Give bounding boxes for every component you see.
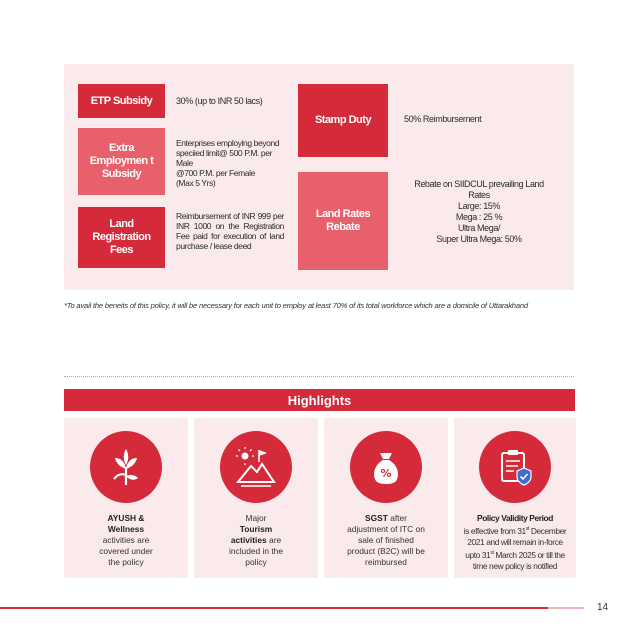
card-sgst-line: reimbursed bbox=[365, 557, 407, 567]
card-ayush-bold: Wellness bbox=[107, 524, 145, 534]
card-validity-text bbox=[460, 513, 570, 572]
highlights-header bbox=[64, 389, 575, 411]
land-rates-rebate-label: Land Rates Rebate bbox=[315, 208, 371, 233]
extra-employment-label: Extra Employmen t Subsidy bbox=[89, 142, 154, 180]
card-validity-line: upto 31 bbox=[465, 549, 491, 560]
card-tourism-line: included in the bbox=[228, 546, 283, 556]
card-sgst-line: after bbox=[390, 513, 407, 523]
herb-icon bbox=[90, 431, 162, 503]
money-bag-icon bbox=[350, 431, 422, 503]
card-sgst-line: product (B2C) will be bbox=[347, 546, 425, 556]
card-tourism-line: Major bbox=[245, 513, 267, 523]
highlight-card-validity bbox=[454, 418, 576, 578]
card-ayush-bold: AYUSH & bbox=[107, 513, 145, 523]
card-tourism-text bbox=[200, 513, 312, 568]
land-rates-desc-line: Rates bbox=[468, 190, 490, 200]
card-sgst-text bbox=[330, 513, 442, 568]
section-divider bbox=[64, 376, 574, 377]
footer-rule-accent bbox=[548, 607, 584, 609]
card-ayush-line: the policy bbox=[108, 557, 144, 567]
card-validity-sup: st bbox=[490, 549, 494, 556]
page-number: 14 bbox=[597, 602, 609, 613]
card-tourism-line: policy bbox=[245, 557, 267, 567]
land-registration-label: Land Registration Fees bbox=[92, 218, 151, 256]
land-rates-desc-line: Rebate on SIIDCUL prevailing Land bbox=[414, 179, 544, 189]
extra-employment-desc bbox=[176, 138, 291, 188]
extra-employment-desc-line: Male bbox=[176, 158, 193, 168]
stamp-duty-label: Stamp Duty bbox=[314, 114, 372, 126]
extra-employment-desc-line: @700 P.M. per Female bbox=[176, 168, 255, 178]
highlight-card-tourism bbox=[194, 418, 318, 578]
extra-employment-desc-line: (Max 5 Yrs) bbox=[176, 178, 216, 188]
card-validity-line: March 2025 or till the bbox=[495, 549, 565, 560]
land-rates-desc-line: Ultra Mega/ bbox=[457, 223, 501, 233]
card-validity-line: is effective from 31 bbox=[463, 525, 526, 536]
stamp-duty-tag bbox=[298, 84, 388, 157]
footer-rule bbox=[0, 607, 548, 609]
etp-subsidy-tag bbox=[78, 84, 165, 118]
highlights-title: Highlights bbox=[287, 392, 352, 408]
card-tourism-line: are bbox=[269, 535, 282, 545]
highlight-card-sgst bbox=[324, 418, 448, 578]
card-ayush-line: covered under bbox=[99, 546, 153, 556]
land-rates-rebate-desc bbox=[404, 179, 554, 245]
card-sgst-line: adjustment of ITC on bbox=[347, 524, 425, 534]
card-tourism-bold: activities bbox=[230, 535, 267, 545]
card-validity-bold: Policy Validity Period bbox=[477, 513, 553, 523]
card-validity-line: time new policy is notified bbox=[472, 560, 558, 571]
card-ayush-text bbox=[70, 513, 182, 568]
card-sgst-line: sale of finished bbox=[358, 535, 414, 545]
extra-employment-tag bbox=[78, 128, 165, 195]
mountain-flag-icon bbox=[220, 431, 292, 503]
land-rates-desc-line: Large: 15% bbox=[457, 201, 501, 211]
card-validity-line: December bbox=[530, 525, 567, 536]
policy-document-icon bbox=[479, 431, 551, 503]
card-ayush-line: activities are bbox=[102, 535, 150, 545]
stamp-duty-desc: 50% Reimbursement bbox=[404, 114, 482, 124]
land-rates-desc-line: Super Ultra Mega: 50% bbox=[436, 234, 522, 244]
land-registration-desc: Reimbursement of INR 999 per INR 1000 on the Registration Fee paid for execution of land purchase / lease deed bbox=[176, 211, 284, 251]
etp-subsidy-desc: 30% (up to INR 50 lacs) bbox=[176, 96, 263, 106]
card-validity-sup: st bbox=[525, 526, 529, 532]
land-rates-rebate-tag bbox=[298, 172, 388, 270]
svg-text:%: % bbox=[380, 467, 392, 480]
land-rates-desc-line: Mega : 25 % bbox=[455, 212, 503, 222]
card-validity-line: 2021 and will remain in-force bbox=[467, 536, 563, 547]
card-sgst-bold: SGST bbox=[365, 513, 388, 523]
etp-subsidy-label: ETP Subsidy bbox=[90, 94, 153, 107]
policy-footnote: *To avail the beneits of this policy, it will be necessary for each unit to employ at least 70% of its total workforce which are a domicile of Uttarakhand bbox=[64, 301, 528, 310]
extra-employment-desc-line: Enterprises employing beyond bbox=[176, 138, 280, 148]
card-tourism-bold: Tourism bbox=[239, 524, 273, 534]
land-registration-tag bbox=[78, 207, 165, 268]
extra-employment-desc-line: speciied limit@ 500 P.M. per bbox=[176, 148, 273, 158]
highlight-card-ayush bbox=[64, 418, 188, 578]
